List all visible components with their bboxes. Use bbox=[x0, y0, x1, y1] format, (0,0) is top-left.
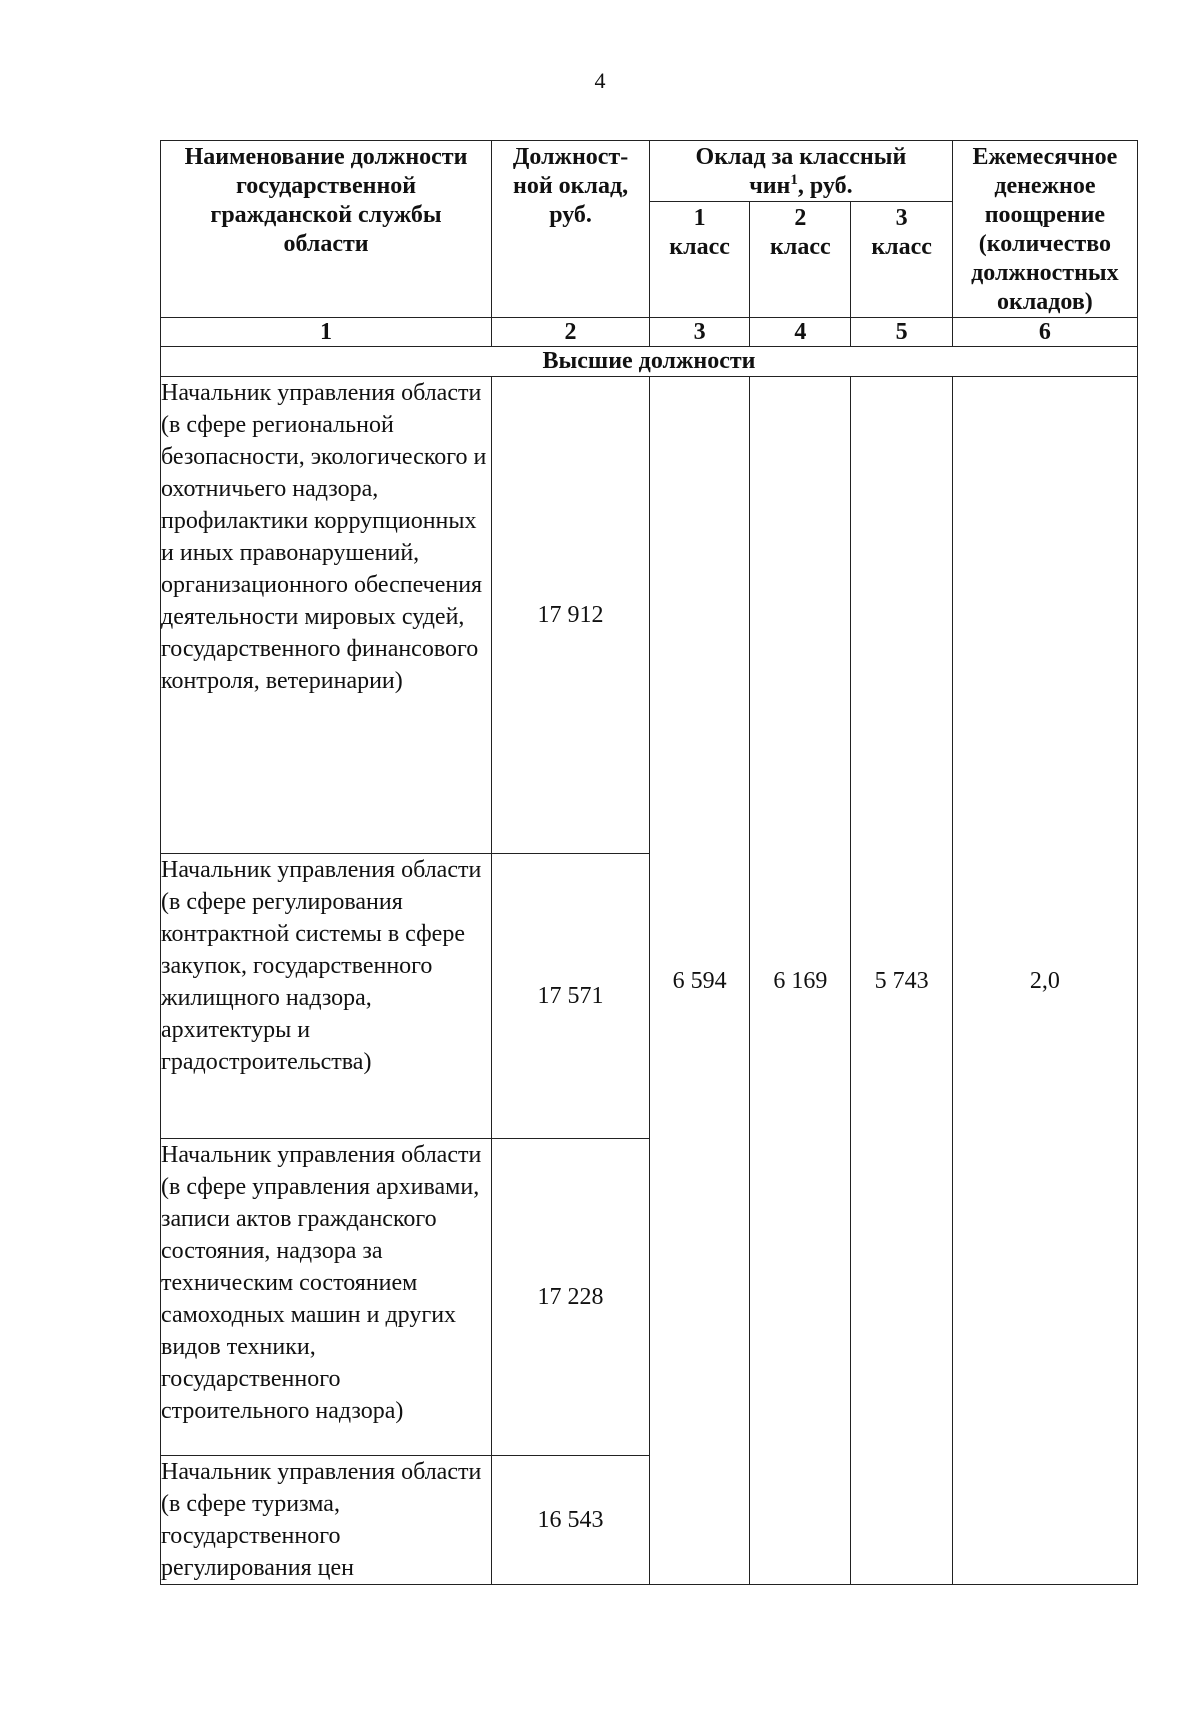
footnote-marker: 1 bbox=[790, 172, 798, 188]
column-number-row bbox=[161, 318, 1138, 347]
section-title: Высшие должности bbox=[161, 347, 1138, 377]
class-3-pay: 5 743 bbox=[851, 377, 952, 1585]
column-number: 3 bbox=[650, 318, 750, 347]
table-row bbox=[161, 377, 1138, 854]
header-monthly-bonus: Ежемесячное денежное поощрение (количество должностных окладов) bbox=[952, 141, 1137, 318]
position-name: Начальник управления области (в сфере региональной безопасности, экологического и охотничьего надзора, профилактики коррупционных и иных правонарушений, организационного обеспечения деятельности мировых судей, государственного финансового контроля, ветеринарии) bbox=[161, 377, 492, 854]
position-salary: 17 228 bbox=[492, 1139, 650, 1456]
position-salary: 17 571 bbox=[492, 854, 650, 1139]
class-rank-pay-label: Оклад за классный чин bbox=[695, 144, 907, 199]
column-number: 4 bbox=[750, 318, 851, 347]
column-number: 5 bbox=[851, 318, 952, 347]
section-row bbox=[161, 347, 1138, 377]
header-class-1: 1 класс bbox=[650, 202, 750, 318]
header-class-2: 2 класс bbox=[750, 202, 851, 318]
header-class-3: 3 класс bbox=[851, 202, 952, 318]
monthly-bonus-value: 2,0 bbox=[952, 377, 1137, 1585]
page-number: 4 bbox=[594, 68, 606, 93]
position-salary: 17 912 bbox=[492, 377, 650, 854]
header-salary: Должност-ной оклад, руб. bbox=[492, 141, 650, 318]
salary-table bbox=[160, 140, 1138, 1585]
class-1-pay: 6 594 bbox=[650, 377, 750, 1585]
column-number: 2 bbox=[492, 318, 650, 347]
class-2-pay: 6 169 bbox=[750, 377, 851, 1585]
header-position-name: Наименование должности государственной гражданской службы области bbox=[161, 141, 492, 318]
header-class-rank-pay bbox=[650, 141, 953, 202]
position-name: Начальник управления области (в сфере регулирования контрактной системы в сфере закупок, государственного жилищного надзора, архитектуры и градостроительства) bbox=[161, 854, 492, 1139]
position-name: Начальник управления области (в сфере туризма, государственного регулирования цен bbox=[161, 1456, 492, 1585]
position-salary: 16 543 bbox=[492, 1456, 650, 1585]
position-name: Начальник управления области (в сфере управления архивами, записи актов гражданского состояния, надзора за техническим состоянием самоходных машин и других видов техники, государственного строительного надзора) bbox=[161, 1139, 492, 1456]
column-number: 1 bbox=[161, 318, 492, 347]
column-number: 6 bbox=[952, 318, 1137, 347]
class-rank-unit: , руб. bbox=[797, 173, 853, 199]
